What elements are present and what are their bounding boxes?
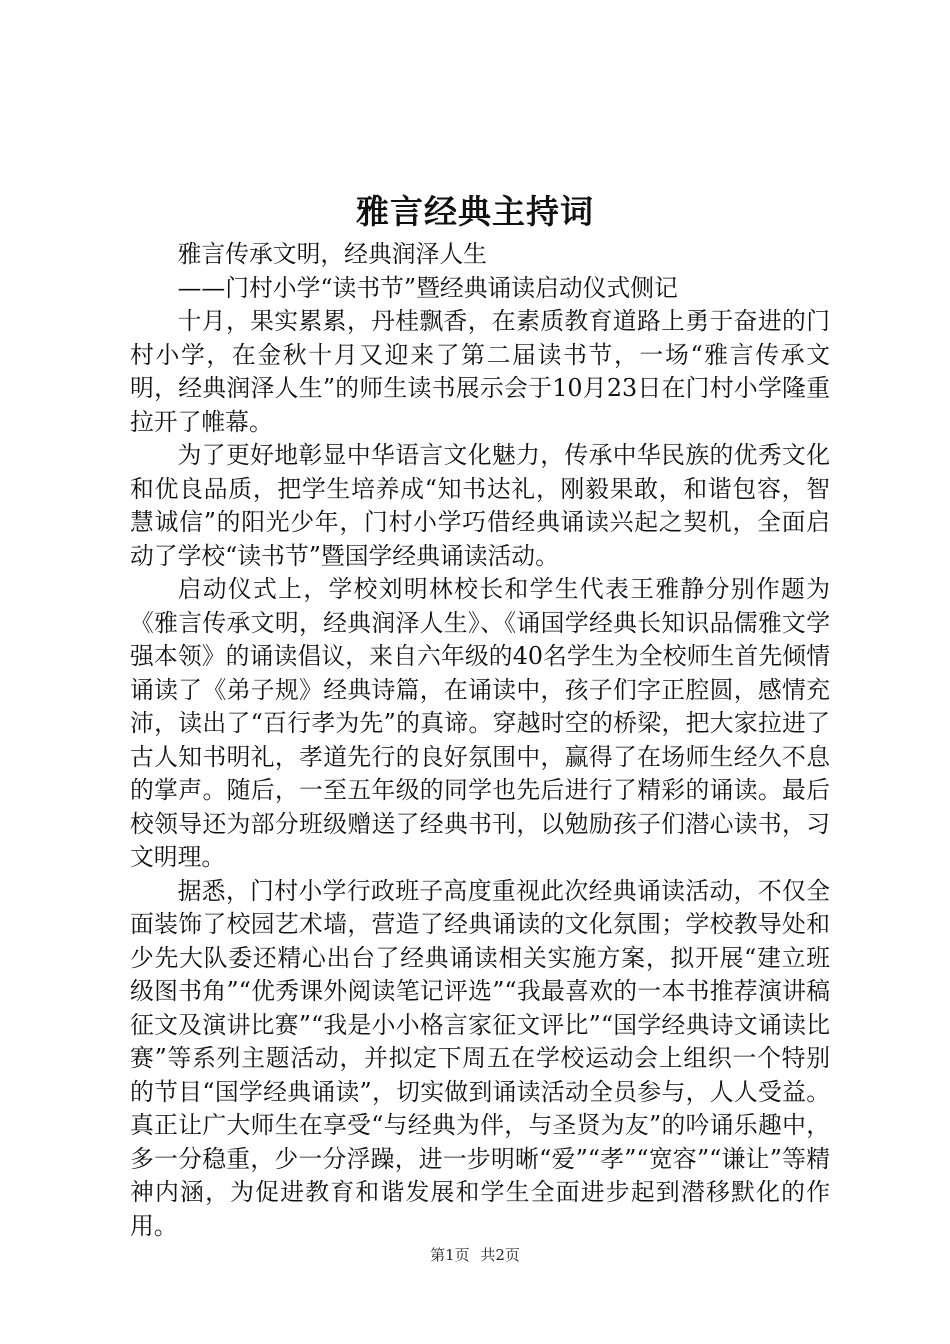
page-footer xyxy=(0,1244,950,1265)
page-total: 共2页 xyxy=(480,1246,520,1264)
subtitle-paragraph: 雅言传承文明，经典润泽人生 xyxy=(177,240,487,268)
body-paragraph: 为了更好地彰显中华语言文化魅力，传承中华民族的优秀文化和优良品质，把学生培养成“知书达礼，刚毅果敢，和谐包容，智慧诚信”的阳光少年，门村小学巧借经典诵读兴起之契机，全面启动了学校“读书节”暨国学经典诵读活动。 xyxy=(130,441,830,570)
body-paragraph: 据悉，门村小学行政班子高度重视此次经典诵读活动，不仅全面装饰了校园艺术墙，营造了经典诵读的文化氛围；学校教导处和少先大队委还精心出台了经典诵读相关实施方案，拟开展“建立班级图书角”“优秀课外阅读笔记评选”“我最喜欢的一本书推荐演讲稿征文及演讲比赛”“我是小小格言家征文评比”“国学经典诗文诵读比赛”等系列主题活动，并拟定下周五在学校运动会上组织一个特别的节目“国学经典诵读”，切实做到诵读活动全员参与，人人受益。真正让广大师生在享受“与经典为伴，与圣贤为友”的吟诵乐趣中，多一分稳重，少一分浮躁，进一步明晰“爱”“孝”“宽容”“谦让”等精神内涵，为促进教育和谐发展和学生全面进步起到潜移默化的作用。 xyxy=(130,876,830,1240)
subtitle-byline-paragraph: ——门村小学“读书节”暨经典诵读启动仪式侧记 xyxy=(177,273,678,302)
body-paragraph: 十月，果实累累，丹桂飘香，在素质教育道路上勇于奋进的门村小学，在金秋十月又迎来了第二届读书节，一场“雅言传承文明，经典润泽人生”的师生读书展示会于10月23日在门村小学隆重拉开了帷幕。 xyxy=(130,307,830,436)
page-number: 第1页 xyxy=(430,1246,470,1264)
body-paragraph: 启动仪式上，学校刘明林校长和学生代表王雅静分别作题为《雅言传承文明，经典润泽人生》、《诵国学经典长知识品儒雅文学强本领》的诵读倡议，来自六年级的40名学生为全校师生首先倾情诵读了《弟子规》经典诗篇，在诵读中，孩子们字正腔圆，感情充沛，读出了“百行孝为先”的真谛。穿越时空的桥梁，把大家拉进了古人知书明礼，孝道先行的良好氛围中，赢得了在场师生经久不息的掌声。随后，一至五年级的同学也先后进行了精彩的诵读。最后校领导还为部分班级赠送了经典书刊，以勉励孩子们潜心读书，习文明理。 xyxy=(130,575,830,871)
document-body xyxy=(130,238,830,1243)
document-title: 雅言经典主持词 xyxy=(356,192,594,231)
